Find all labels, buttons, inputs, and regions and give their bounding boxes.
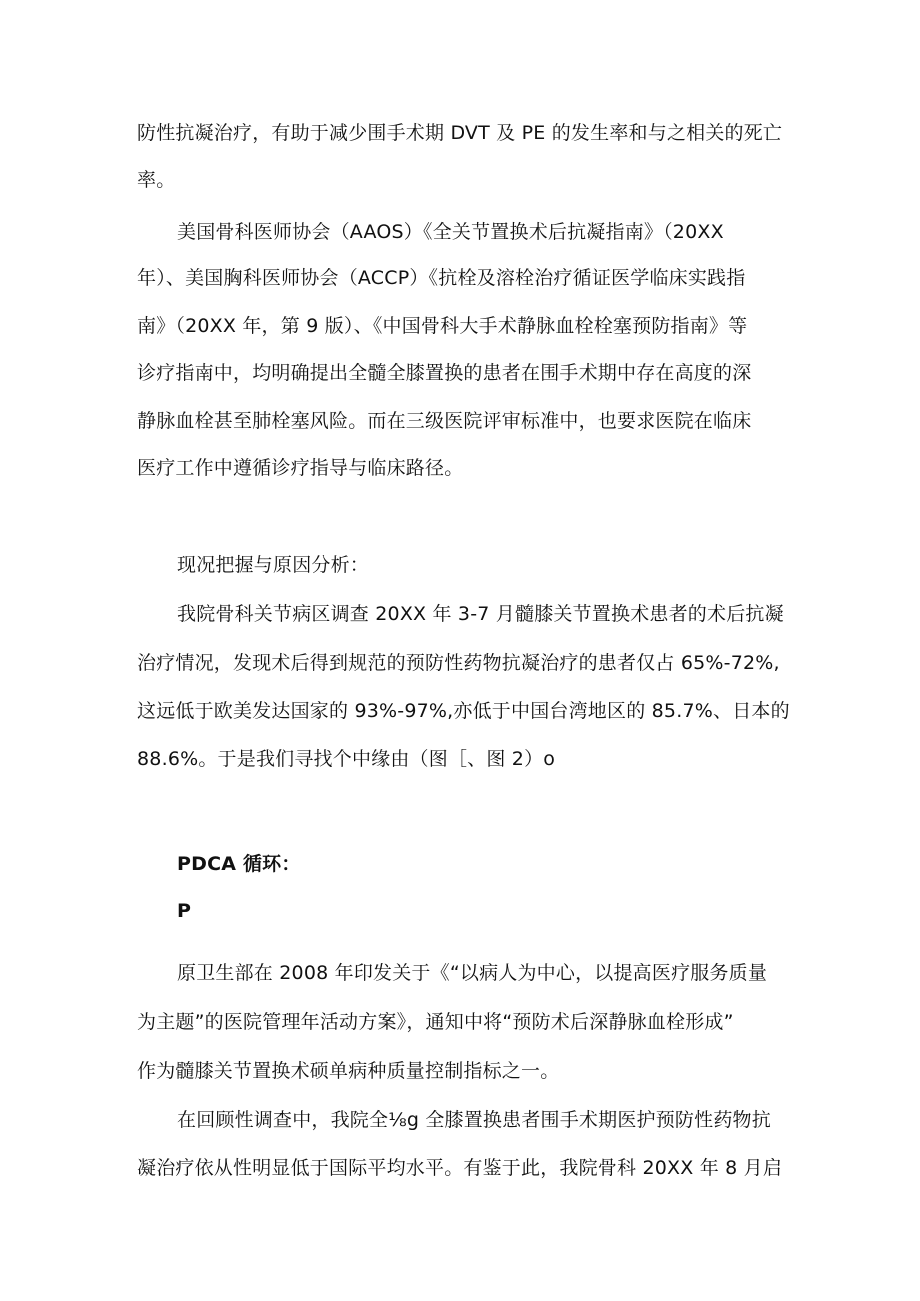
guidelines-line-1: 美国骨科医师协会（AAOS）《全关节置换术后抗凝指南》（20XX [177, 221, 724, 243]
guidelines-line-6: 医疗工作中遵循诊疗指导与临床路径。 [137, 457, 464, 479]
guidelines-line-3: 南》（20XX 年，第 9 版）、《中国骨科大手术静脉血栓栓塞预防指南》等 [137, 315, 748, 337]
pdca-subheading-p: P [177, 900, 192, 922]
ministry-line-2: 为主题”的医院管理年活动方案》，通知中将“预防术后深静脉血栓形成” [137, 1011, 734, 1033]
ministry-line-1: 原卫生部在 2008 年印发关于《“以病人为中心，以提高医疗服务质量 [177, 962, 768, 984]
analysis-heading: 现况把握与原因分析： [177, 554, 370, 576]
analysis-line-1: 我院骨科关节病区调查 20XX 年 3-7 月髓膝关节置换术患者的术后抗凝 [177, 603, 784, 625]
guidelines-line-4: 诊疗指南中，均明确提出全髓全膝置换的患者在围手术期中存在高度的深 [137, 362, 752, 384]
review-line-1: 在回顾性调查中，我院全⅛g 全膝置换患者围手术期医护预防性药物抗 [177, 1109, 771, 1131]
ministry-line-3: 作为髓膝关节置换术硕单病种质量控制指标之一。 [137, 1060, 560, 1082]
intro-line-1: 防性抗凝治疗，有助于减少围手术期 DVT 及 PE 的发生率和与之相关的死亡 [137, 122, 783, 144]
review-line-2: 凝治疗依从性明显低于国际平均水平。有鉴于此，我院骨科 20XX 年 8 月启 [137, 1157, 783, 1179]
intro-line-2: 率。 [137, 169, 176, 191]
analysis-line-4: 88.6%。于是我们寻找个中缘由（图［、图 2）o [137, 748, 556, 770]
guidelines-line-2: 年）、美国胸科医师协会（ACCP）《抗栓及溶栓治疗循证医学临床实践指 [137, 267, 746, 289]
analysis-line-3: 这远低于欧美发达国家的 93%-97%,亦低于中国台湾地区的 85.7%、日本的 [137, 700, 790, 722]
guidelines-line-5: 静脉血栓甚至肺栓塞风险。而在三级医院评审标准中，也要求医院在临床 [137, 410, 752, 432]
analysis-line-2: 治疗情况，发现术后得到规范的预防性药物抗凝治疗的患者仅占 65%-72%, [137, 652, 780, 674]
pdca-heading: PDCA 循环： [177, 853, 301, 875]
